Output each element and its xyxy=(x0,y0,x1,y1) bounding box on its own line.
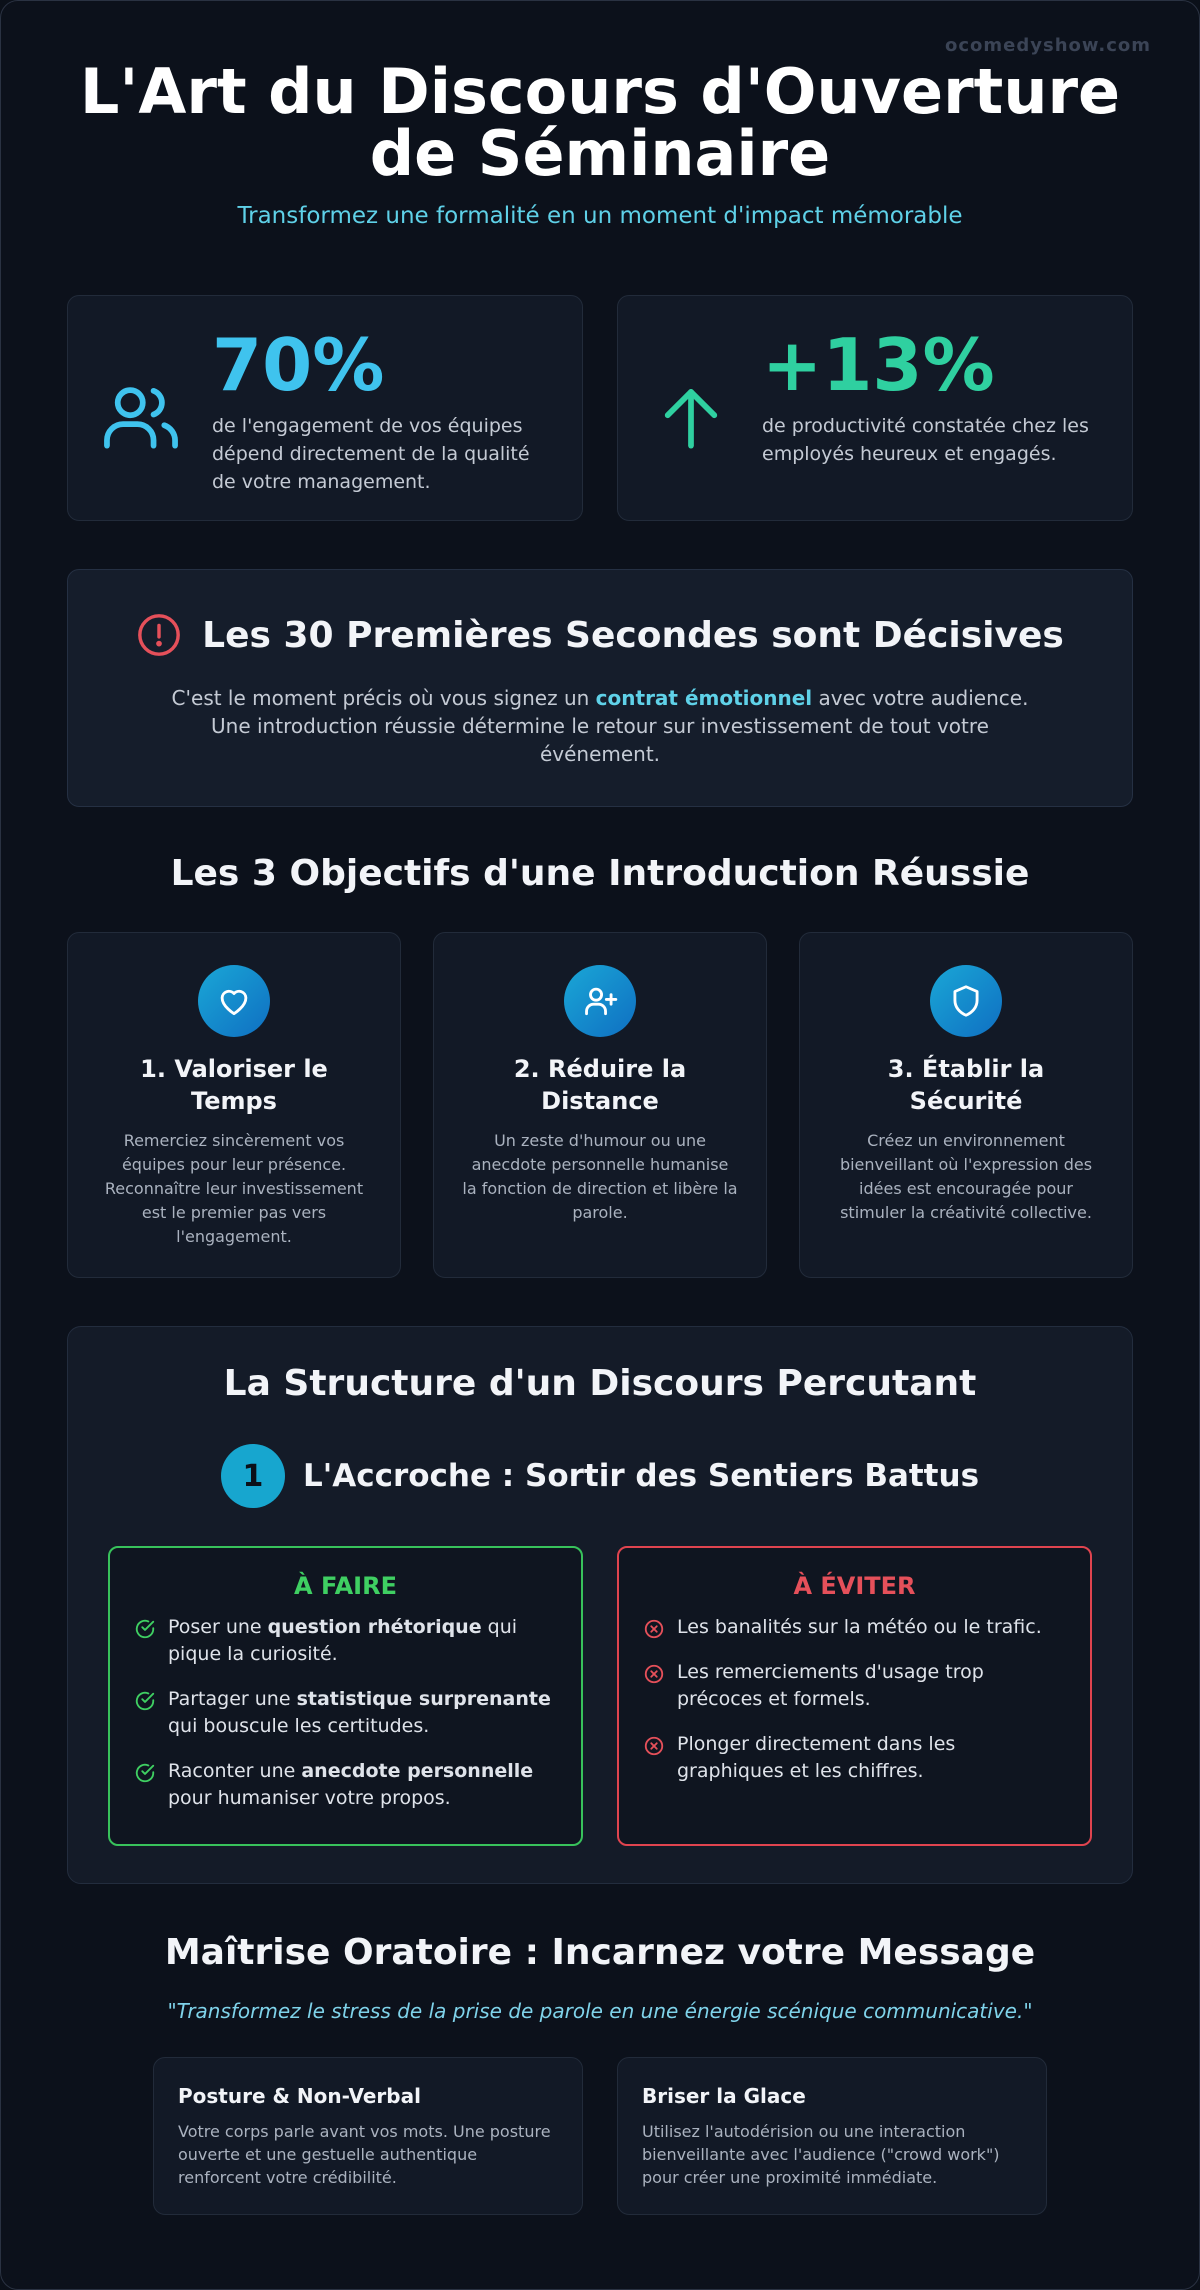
stat-description: de l'engagement de vos équipes dépend directement de la qualité de votre management. xyxy=(212,415,530,493)
users-icon xyxy=(98,374,184,460)
x-circle-icon xyxy=(643,1663,665,1685)
objective-text: Un zeste d'humour ou une anecdote personnelle humanise la fonction de direction et libère la parole. xyxy=(462,1131,738,1222)
do-item-text: qui pique la curiosité. xyxy=(168,1616,518,1665)
do-dont-row xyxy=(108,1546,1092,1846)
dont-title: À ÉVITER xyxy=(793,1572,916,1600)
objective-card xyxy=(67,932,401,1278)
check-circle-icon xyxy=(134,1618,156,1640)
tip-text: Utilisez l'autodérision ou une interaction bienveillante avec l'audience ("crowd work") pour créer une proximité immédiate. xyxy=(642,2122,1000,2187)
heart-icon xyxy=(215,982,253,1020)
page-title: L'Art du Discours d'Ouverture de Séminaire xyxy=(79,55,1121,190)
do-item-text: qui bouscule les certitudes. xyxy=(168,1715,430,1737)
mastery-title: Maîtrise Oratoire : Incarnez votre Message xyxy=(164,1932,1036,1973)
do-title: À FAIRE xyxy=(294,1572,397,1600)
do-item xyxy=(134,1758,557,1812)
arrow-up-icon xyxy=(648,374,734,460)
user-plus-icon xyxy=(581,982,619,1020)
alert-highlight: contrat émotionnel xyxy=(595,686,813,710)
check-circle-icon xyxy=(134,1762,156,1784)
alert-title: Les 30 Premières Secondes sont Décisives xyxy=(202,614,1064,656)
stat-value: +13% xyxy=(762,323,995,407)
do-item xyxy=(134,1614,557,1668)
step-title: L'Accroche : Sortir des Sentiers Battus xyxy=(302,1458,980,1494)
x-circle-icon xyxy=(643,1618,665,1640)
dont-item xyxy=(643,1731,1066,1785)
structure-card xyxy=(67,1326,1133,1884)
shield-icon-badge xyxy=(930,965,1002,1037)
objective-text: Remerciez sincèrement vos équipes pour leur présence. Reconnaître leur investissement est le premier pas vers l'engagement. xyxy=(104,1131,364,1246)
objective-text: Créez un environnement bienveillant où l'expression des idées est encouragée pour stimuler la créativité collective. xyxy=(839,1131,1093,1222)
page-subtitle: Transformez une formalité en un moment d'impact mémorable xyxy=(237,203,963,229)
tip-title: Briser la Glace xyxy=(642,2084,806,2108)
stat-card-productivity xyxy=(617,295,1133,521)
do-item-text: Raconter une xyxy=(168,1760,302,1782)
objective-title: 1. Valoriser le Temps xyxy=(140,1055,328,1115)
alert-text xyxy=(150,684,1050,768)
alert-text-end: avec votre audience. Une introduction réussie détermine le retour sur investissement de tout votre événement. xyxy=(211,686,1029,766)
do-box xyxy=(108,1546,583,1846)
heart-icon-badge xyxy=(198,965,270,1037)
do-item-text: Poser une xyxy=(168,1616,268,1638)
alert-heading xyxy=(68,612,1132,658)
do-item xyxy=(134,1686,557,1740)
do-item-bold: anecdote personnelle xyxy=(301,1760,534,1782)
step-number-badge: 1 xyxy=(221,1444,285,1508)
dont-item xyxy=(643,1659,1066,1713)
tip-text: Votre corps parle avant vos mots. Une posture ouverte et une gestuelle authentique renforcent votre crédibilité. xyxy=(178,2122,551,2187)
objective-title: 2. Réduire la Distance xyxy=(513,1055,687,1115)
stat-description: de productivité constatée chez les employés heureux et engagés. xyxy=(762,415,1089,465)
dont-item-text: Les remerciements d'usage trop précoces et formels. xyxy=(677,1661,984,1710)
structure-title: La Structure d'un Discours Percutant xyxy=(223,1363,977,1404)
objectives-title: Les 3 Objectifs d'une Introduction Réussie xyxy=(170,853,1030,894)
x-circle-icon xyxy=(643,1735,665,1757)
stats-row xyxy=(67,295,1133,521)
objectives-row xyxy=(67,932,1133,1278)
dont-box xyxy=(617,1546,1092,1846)
dont-item-text: Les banalités sur la météo ou le trafic. xyxy=(677,1616,1042,1638)
objective-card xyxy=(433,932,767,1278)
alert-text-start: C'est le moment précis où vous signez un xyxy=(171,686,596,710)
tip-card xyxy=(153,2057,583,2215)
objective-title: 3. Établir la Sécurité xyxy=(887,1055,1045,1115)
do-item-bold: statistique surprenante xyxy=(296,1688,551,1710)
stat-card-engagement xyxy=(67,295,583,521)
stat-value: 70% xyxy=(212,323,385,407)
shield-icon xyxy=(947,982,985,1020)
tips-row xyxy=(153,2057,1047,2215)
step-heading xyxy=(68,1444,1132,1508)
tip-title: Posture & Non-Verbal xyxy=(178,2084,421,2108)
do-item-text: Partager une xyxy=(168,1688,297,1710)
objective-card xyxy=(799,932,1133,1278)
dont-item-text: Plonger directement dans les graphiques et les chiffres. xyxy=(677,1733,956,1782)
tip-card xyxy=(617,2057,1047,2215)
watermark: ocomedyshow.com xyxy=(945,35,1151,56)
do-item-bold: question rhétorique xyxy=(267,1616,482,1638)
user-plus-icon-badge xyxy=(564,965,636,1037)
do-item-text: pour humaniser votre propos. xyxy=(168,1787,451,1809)
dont-item xyxy=(643,1614,1066,1641)
decisive-seconds-card xyxy=(67,569,1133,807)
check-circle-icon xyxy=(134,1690,156,1712)
mastery-quote: "Transformez le stress de la prise de parole en une énergie scénique communicative." xyxy=(167,1999,1033,2023)
alert-circle-icon xyxy=(136,612,182,658)
